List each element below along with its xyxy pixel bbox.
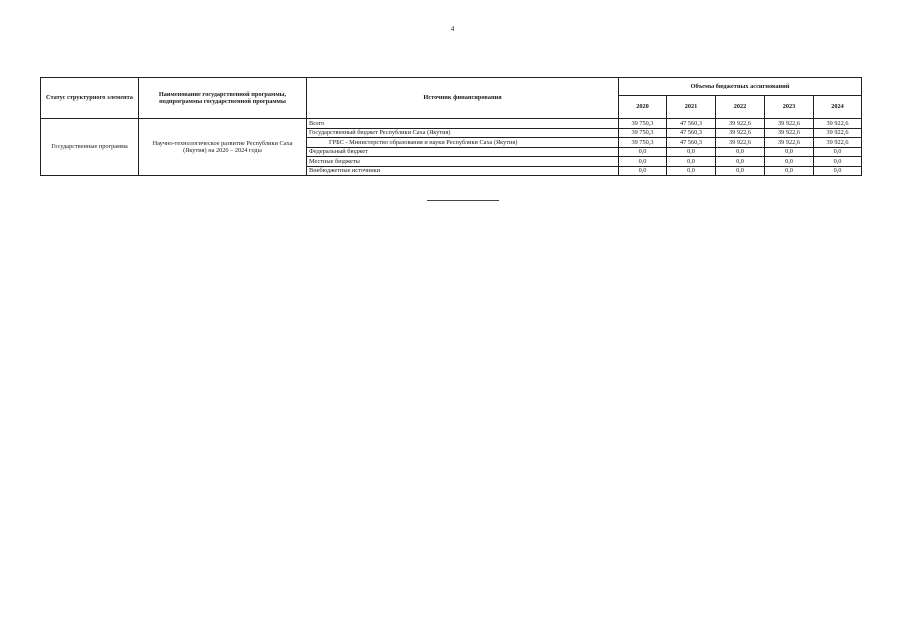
value-cell: 0,0 <box>765 157 814 167</box>
value-cell: 0,0 <box>716 166 765 176</box>
value-cell: 0,0 <box>667 157 716 167</box>
value-cell: 39 750,3 <box>619 138 667 148</box>
value-cell: 0,0 <box>667 147 716 157</box>
header-year-2021: 2021 <box>667 96 716 119</box>
source-cell: Всего <box>307 119 619 129</box>
source-cell: Местные бюджеты <box>307 157 619 167</box>
source-cell: Внебюджетные источники <box>307 166 619 176</box>
value-cell: 47 560,3 <box>667 128 716 138</box>
value-cell: 0,0 <box>667 166 716 176</box>
value-cell: 39 922,6 <box>765 119 814 129</box>
header-year-2023: 2023 <box>765 96 814 119</box>
header-source: Источник финансирования <box>307 78 619 119</box>
value-cell: 0,0 <box>619 147 667 157</box>
source-cell: Федеральный бюджет <box>307 147 619 157</box>
value-cell: 0,0 <box>619 166 667 176</box>
value-cell: 39 750,3 <box>619 128 667 138</box>
value-cell: 0,0 <box>716 147 765 157</box>
table-row <box>41 119 862 129</box>
footer-divider <box>427 200 499 201</box>
header-year-2024: 2024 <box>814 96 862 119</box>
value-cell: 39 922,6 <box>814 119 862 129</box>
budget-table <box>40 77 862 176</box>
value-cell: 0,0 <box>814 166 862 176</box>
header-program-name: Наименование государственной программы, подпрограммы государственной программы <box>139 78 307 119</box>
header-status: Статус структурного элемента <box>41 78 139 119</box>
value-cell: 39 922,6 <box>716 119 765 129</box>
header-year-2020: 2020 <box>619 96 667 119</box>
value-cell: 39 922,6 <box>716 138 765 148</box>
value-cell: 47 560,3 <box>667 138 716 148</box>
value-cell: 39 750,3 <box>619 119 667 129</box>
value-cell: 0,0 <box>619 157 667 167</box>
value-cell: 39 922,6 <box>814 138 862 148</box>
program-name-cell: Научно-технологическое развитие Республики Саха (Якутия) на 2020 – 2024 годы <box>139 119 307 176</box>
value-cell: 39 922,6 <box>814 128 862 138</box>
value-cell: 0,0 <box>716 157 765 167</box>
value-cell: 0,0 <box>765 166 814 176</box>
value-cell: 0,0 <box>765 147 814 157</box>
header-volumes: Объемы бюджетных ассигнований <box>619 78 862 96</box>
status-cell: Государственные программа <box>41 119 139 176</box>
value-cell: 39 922,6 <box>716 128 765 138</box>
page-number: 4 <box>450 25 455 33</box>
value-cell: 47 560,3 <box>667 119 716 129</box>
value-cell: 39 922,6 <box>765 138 814 148</box>
header-year-2022: 2022 <box>716 96 765 119</box>
value-cell: 0,0 <box>814 157 862 167</box>
source-cell: ГРБС - Министерство образования и науки Республики Саха (Якутия) <box>307 138 619 148</box>
value-cell: 39 922,6 <box>765 128 814 138</box>
source-cell: Государственный бюджет Республики Саха (Якутия) <box>307 128 619 138</box>
value-cell: 0,0 <box>814 147 862 157</box>
